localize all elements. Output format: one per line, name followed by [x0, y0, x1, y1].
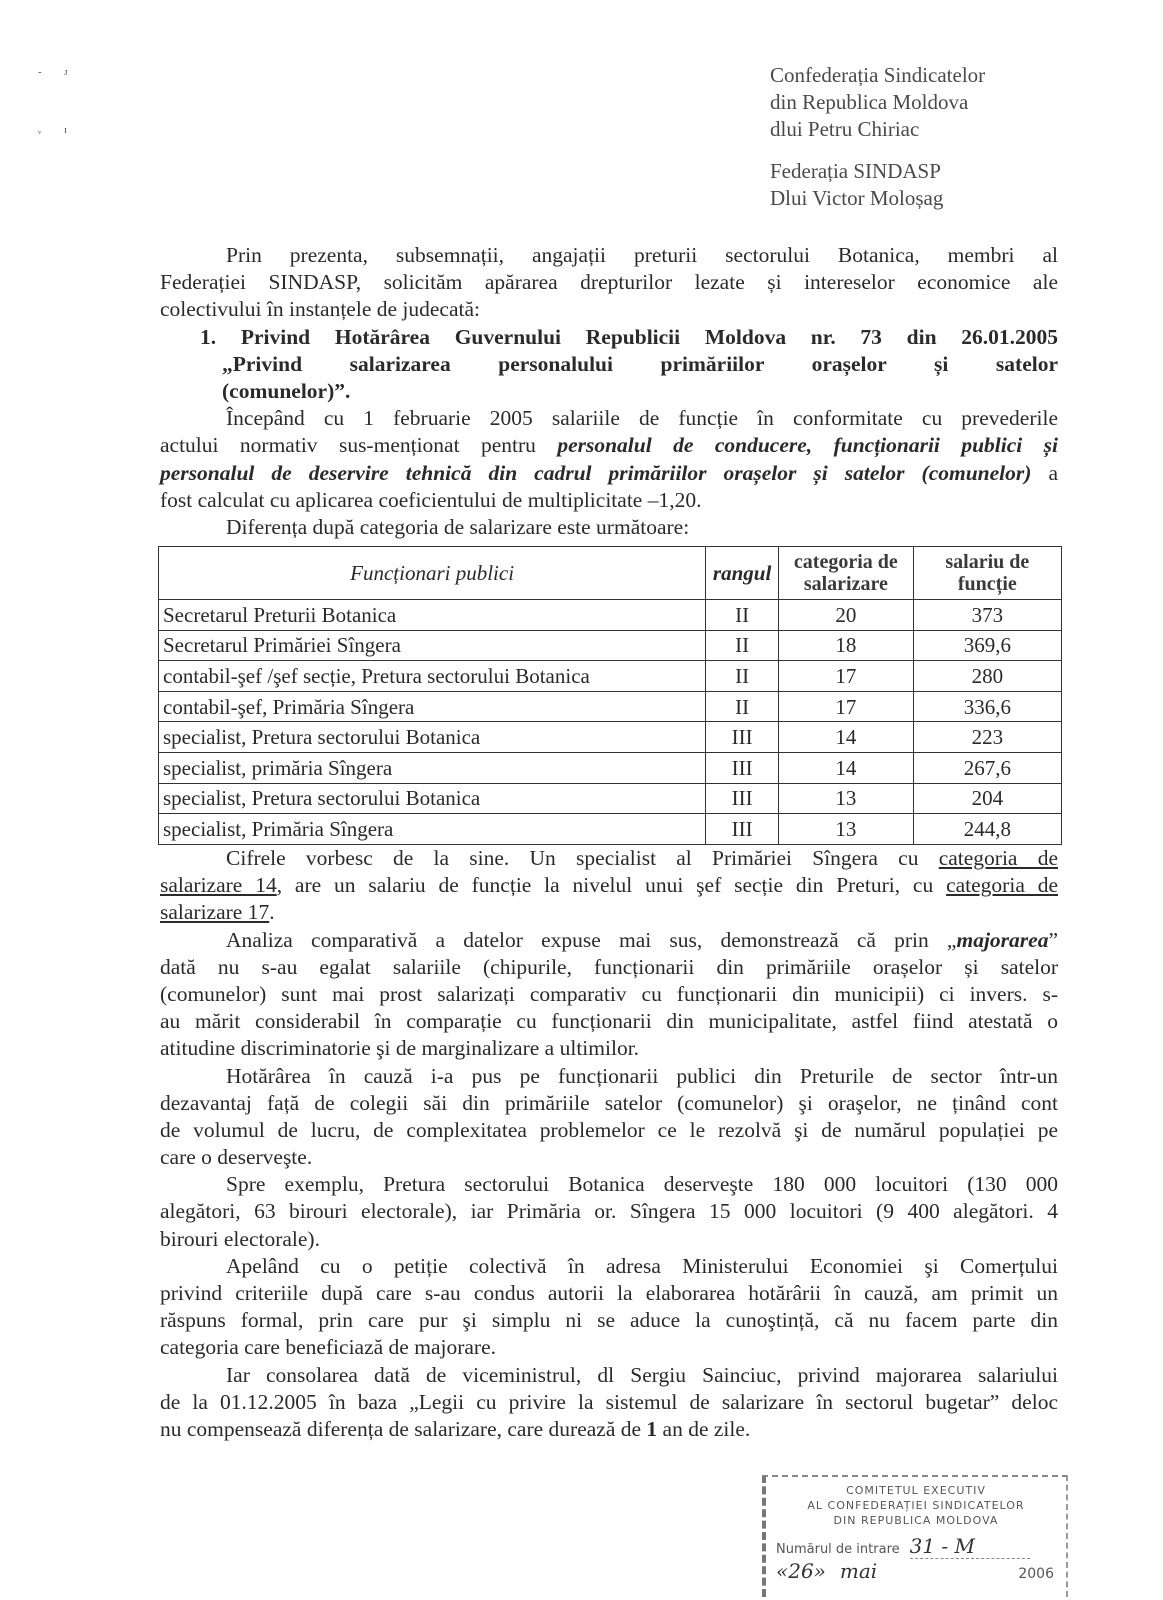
text-fragment: Cifrele vorbesc de la sine. Un specialist al Primăriei Sîngera cu: [226, 846, 939, 870]
underlined-text: categoria de: [946, 873, 1058, 898]
text-line: colectivului în instanțele de judecată:: [160, 297, 480, 322]
cell-salary: 204: [913, 783, 1061, 814]
cell-category: 14: [779, 722, 914, 753]
cell-position: Secretarul Preturii Botanica: [159, 600, 706, 631]
text-line: de volumul de lucru, de complexitatea problemelor ce le rezolvă şi de numărul populației pe: [160, 1117, 1058, 1142]
text-line: categoria care beneficiază de majorare.: [160, 1335, 496, 1360]
emphasis-text: personalul de deservire tehnică din cadrul primăriilor orașelor și satelor (comunelor): [160, 460, 1032, 485]
text-line: [160, 1416, 1058, 1443]
cell-position: specialist, primăria Sîngera: [159, 752, 706, 783]
text-line: Hotărârea în cauză i-a pus pe funcționarii publici din Preturile de sector într-un: [226, 1063, 1058, 1088]
underlined-text: categoria de: [938, 846, 1058, 870]
cell-position: contabil-şef /şef secție, Pretura sectorului Botanica: [159, 661, 706, 692]
salary-table: [158, 546, 1062, 845]
stamp-entry-row: [766, 1534, 1066, 1559]
stamp-year: 2006: [1018, 1566, 1054, 1582]
text-fragment: , are un salariu de funcție la nivelul unui şef secție din Preturi, cu: [276, 873, 947, 898]
cell-salary: 223: [913, 722, 1061, 753]
text-line: [160, 845, 1058, 872]
text-line: dezavantaj față de colegii săi din primăriile satelor (comunelor) şi oraşelor, ne ținând cont: [160, 1090, 1058, 1115]
cell-salary: 373: [913, 600, 1061, 631]
item-title-line: (comunelor)”.: [222, 378, 351, 403]
stamp-line: AL CONFEDERAȚIEI SINDICATELOR: [807, 1499, 1025, 1512]
text-line: birouri electorale).: [160, 1226, 320, 1251]
text-line: alegători, 63 birouri electorale), iar Primăria or. Sîngera 15 000 locuitori (9 400 alegători. 4: [160, 1199, 1058, 1224]
text-fragment: an de zile.: [657, 1416, 751, 1441]
addressee-line: Dlui Victor Moloșag: [770, 186, 944, 210]
text-fragment: .: [269, 900, 275, 925]
text-line: (comunelor) sunt mai prost salarizați comparativ cu funcționarii din municipii) ci invers. s-: [160, 981, 1058, 1006]
cell-category: 17: [779, 691, 914, 722]
cell-rank: II: [706, 691, 779, 722]
margin-mark: - ᴊ: [38, 66, 78, 78]
cell-category: 14: [779, 752, 914, 783]
table-row: [159, 814, 1062, 845]
text-fragment: ”: [1048, 927, 1058, 952]
cell-position: contabil-şef, Primăria Sîngera: [159, 691, 706, 722]
cell-rank: III: [706, 783, 779, 814]
addressee-line: Confederația Sindicatelor: [770, 63, 986, 87]
letter-body: [160, 242, 1058, 541]
text-line: fost calculat cu aplicarea coeficientului de multiplicitate –1,20.: [160, 487, 702, 512]
underlined-text: salarizare 14: [160, 873, 277, 898]
table-row: [159, 630, 1062, 661]
text-fragment: Analiza comparativă a datelor expuse mai sus, demonstrează că prin „: [226, 927, 957, 952]
letter-body-continued: [160, 845, 1058, 1443]
stamp-line: DIN REPUBLICA MOLDOVA: [833, 1514, 999, 1527]
table-row: [159, 783, 1062, 814]
text-line: Diferența după categoria de salarizare este următoare:: [226, 514, 690, 539]
entry-number-label: Numărul de intrare: [776, 1542, 900, 1557]
text-line: [160, 872, 1058, 899]
text-line: atitudine discriminatorie şi de marginalizare a ultimilor.: [160, 1036, 640, 1061]
column-header: rangul: [706, 547, 779, 600]
text-line: Spre exemplu, Pretura sectorului Botanica deserveşte 180 000 locuitori (130 000: [226, 1172, 1058, 1197]
cell-category: 20: [779, 600, 914, 631]
cell-rank: III: [706, 752, 779, 783]
table-row: [159, 661, 1062, 692]
item-title-line: „Privind salarizarea personalului primăriilor orașelor și satelor: [222, 351, 1058, 376]
text-line: răspuns formal, prin care pur şi simplu ni se aduce la cunoştință, că nu facem parte din: [160, 1308, 1058, 1333]
margin-mark: ᵥ ɪ: [38, 124, 78, 136]
table-row: [159, 691, 1062, 722]
cell-salary: 244,8: [913, 814, 1061, 845]
text-line: Iar consolarea dată de viceministrul, dl Sergiu Sainciuc, privind majorarea salariului: [226, 1362, 1058, 1387]
stamp-day: «26»: [776, 1559, 826, 1583]
text-line: care o deserveşte.: [160, 1145, 313, 1170]
cell-salary: 280: [913, 661, 1061, 692]
stamp-month: mai: [839, 1559, 878, 1583]
text-line: au mărit considerabil în comparație cu funcționarii din municipalitate, astfel fiind atestată o: [160, 1009, 1058, 1034]
text-line: Începând cu 1 februarie 2005 salariile de funcție în conformitate cu prevederile: [226, 406, 1058, 431]
text-line: dată nu s-au egalat salariile (chipurile, funcționarii din primăriile orașelor și satelor: [160, 954, 1058, 979]
cell-salary: 336,6: [913, 691, 1061, 722]
addressee-block: [770, 62, 985, 212]
text-fragment: actului normativ sus-menționat pentru: [160, 433, 558, 458]
text-line: Federației SINDASP, solicităm apărarea drepturilor lezate și intereselor economice ale: [160, 270, 1058, 295]
table-row: [159, 600, 1062, 631]
stamp-date-row: [766, 1559, 1066, 1583]
text-line: Apelând cu o petiție colectivă în adresa Ministerului Economiei şi Comerțului: [226, 1253, 1058, 1278]
text-fragment: nu compensează diferența de salarizare, care durează de: [160, 1416, 647, 1441]
text-line: [160, 927, 1058, 954]
text-line: [160, 432, 1058, 459]
addressee-line: Federația SINDASP: [770, 159, 941, 183]
cell-salary: 267,6: [913, 752, 1061, 783]
stamp-line: COMITETUL EXECUTIV: [846, 1484, 986, 1497]
cell-category: 17: [779, 661, 914, 692]
table-header-row: [159, 547, 1062, 600]
emphasis-text: personalul de conducere, funcționarii publici și: [557, 433, 1058, 458]
cell-category: 13: [779, 783, 914, 814]
cell-category: 13: [779, 814, 914, 845]
cell-rank: III: [706, 722, 779, 753]
cell-rank: II: [706, 600, 779, 631]
cell-rank: II: [706, 630, 779, 661]
cell-position: specialist, Pretura sectorului Botanica: [159, 783, 706, 814]
column-header: salariu de funcție: [913, 547, 1061, 600]
text-line: [160, 460, 1058, 487]
cell-rank: II: [706, 661, 779, 692]
text-line: de la 01.12.2005 în baza „Legii cu privire la sistemul de salarizare în sectorul bugetar” deloc: [160, 1389, 1058, 1414]
item-title-line: 1. Privind Hotărârea Guvernului Republicii Moldova nr. 73 din 26.01.2005: [200, 324, 1058, 349]
column-header: categoria de salarizare: [779, 547, 914, 600]
registration-stamp: [762, 1475, 1068, 1597]
cell-salary: 369,6: [913, 630, 1061, 661]
cell-position: specialist, Primăria Sîngera: [159, 814, 706, 845]
text-line: [160, 899, 1058, 926]
entry-number-handwritten: 31 - M: [910, 1534, 1030, 1559]
text-line: Prin prezenta, subsemnații, angajații preturii sectorului Botanica, membri al: [226, 243, 1058, 267]
table-row: [159, 752, 1062, 783]
emphasis-text: majorarea: [956, 927, 1049, 952]
emphasis-text: 1: [646, 1416, 658, 1441]
cell-position: specialist, Pretura sectorului Botanica: [159, 722, 706, 753]
column-header: Funcționari publici: [159, 547, 706, 600]
cell-position: Secretarul Primăriei Sîngera: [159, 630, 706, 661]
addressee-line: din Republica Moldova: [770, 90, 969, 114]
table-row: [159, 722, 1062, 753]
cell-category: 18: [779, 630, 914, 661]
cell-rank: III: [706, 814, 779, 845]
underlined-text: salarizare 17: [160, 900, 270, 925]
text-fragment: a: [1048, 460, 1058, 485]
addressee-line: dlui Petru Chiriac: [770, 117, 920, 141]
text-line: privind criteriile după care s-au condus autorii la elaborarea hotărârii în cauză, am primit un: [160, 1281, 1058, 1305]
